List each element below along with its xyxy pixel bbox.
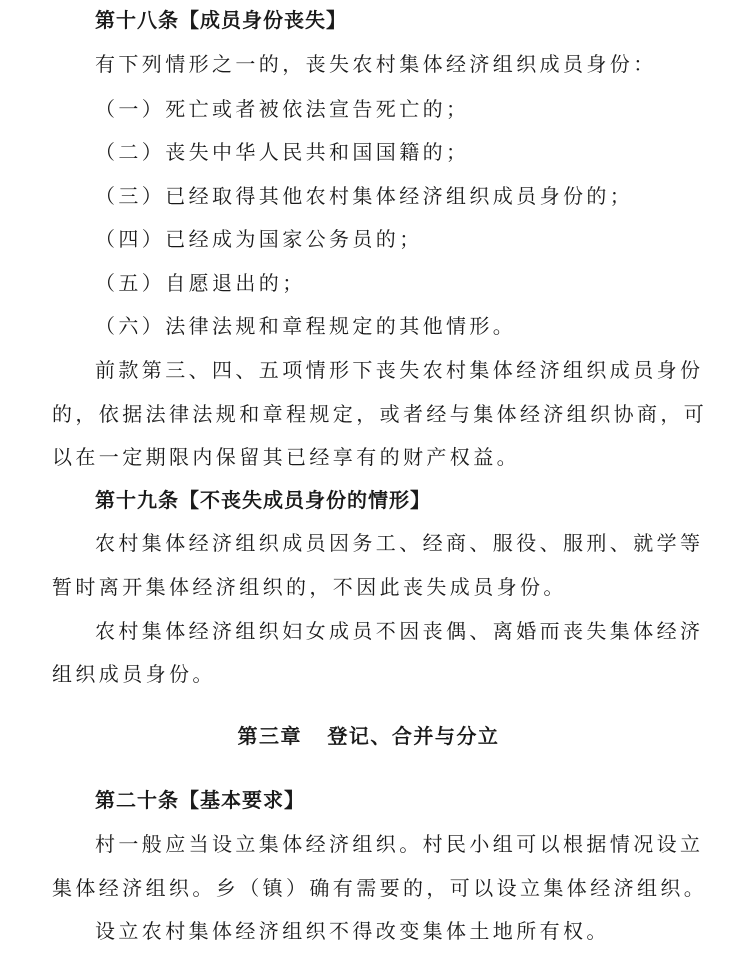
article-19-para-2-line-1: 农村集体经济组织妇女成员不因丧偶、离婚而丧失集体经济 <box>95 619 704 643</box>
article-20-heading: 第二十条【基本要求】 <box>95 788 305 812</box>
article-20-para-1-line-2: 集体经济组织。乡（镇）确有需要的，可以设立集体经济组织。 <box>52 876 708 900</box>
article-19-para-2-line-2: 组织成员身份。 <box>52 662 216 686</box>
article-19-para-1-line-1: 农村集体经济组织成员因务工、经商、服役、服刑、就学等 <box>95 531 704 555</box>
article-18-item-5: （五）自愿退出的； <box>95 271 306 295</box>
article-20-para-1-line-1: 村一般应当设立集体经济组织。村民小组可以根据情况设立 <box>95 832 704 856</box>
article-18-item-3: （三）已经取得其他农村集体经济组织成员身份的； <box>95 184 634 208</box>
article-19-heading: 第十九条【不丧失成员身份的情形】 <box>95 488 431 512</box>
article-18-item-4: （四）已经成为国家公务员的； <box>95 227 423 251</box>
article-18-note-line-1: 前款第三、四、五项情形下丧失农村集体经济组织成员身份 <box>95 358 704 382</box>
article-18-intro: 有下列情形之一的，丧失农村集体经济组织成员身份： <box>95 52 657 76</box>
article-18-heading: 第十八条【成员身份丧失】 <box>95 8 347 32</box>
chapter-3-title: 第三章 登记、合并与分立 <box>237 724 500 748</box>
article-18-item-1: （一）死亡或者被依法宣告死亡的； <box>95 97 470 121</box>
article-18-item-2: （二）丧失中华人民共和国国籍的； <box>95 140 470 164</box>
article-20-para-2: 设立农村集体经济组织不得改变集体土地所有权。 <box>95 919 610 943</box>
article-19-para-1-line-2: 暂时离开集体经济组织的，不因此丧失成员身份。 <box>52 575 567 599</box>
article-18-note-line-2: 的，依据法律法规和章程规定，或者经与集体经济组织协商，可 <box>52 402 708 426</box>
article-18-item-6: （六）法律法规和章程规定的其他情形。 <box>95 314 517 338</box>
article-18-note-line-3: 以在一定期限内保留其已经享有的财产权益。 <box>52 445 520 469</box>
